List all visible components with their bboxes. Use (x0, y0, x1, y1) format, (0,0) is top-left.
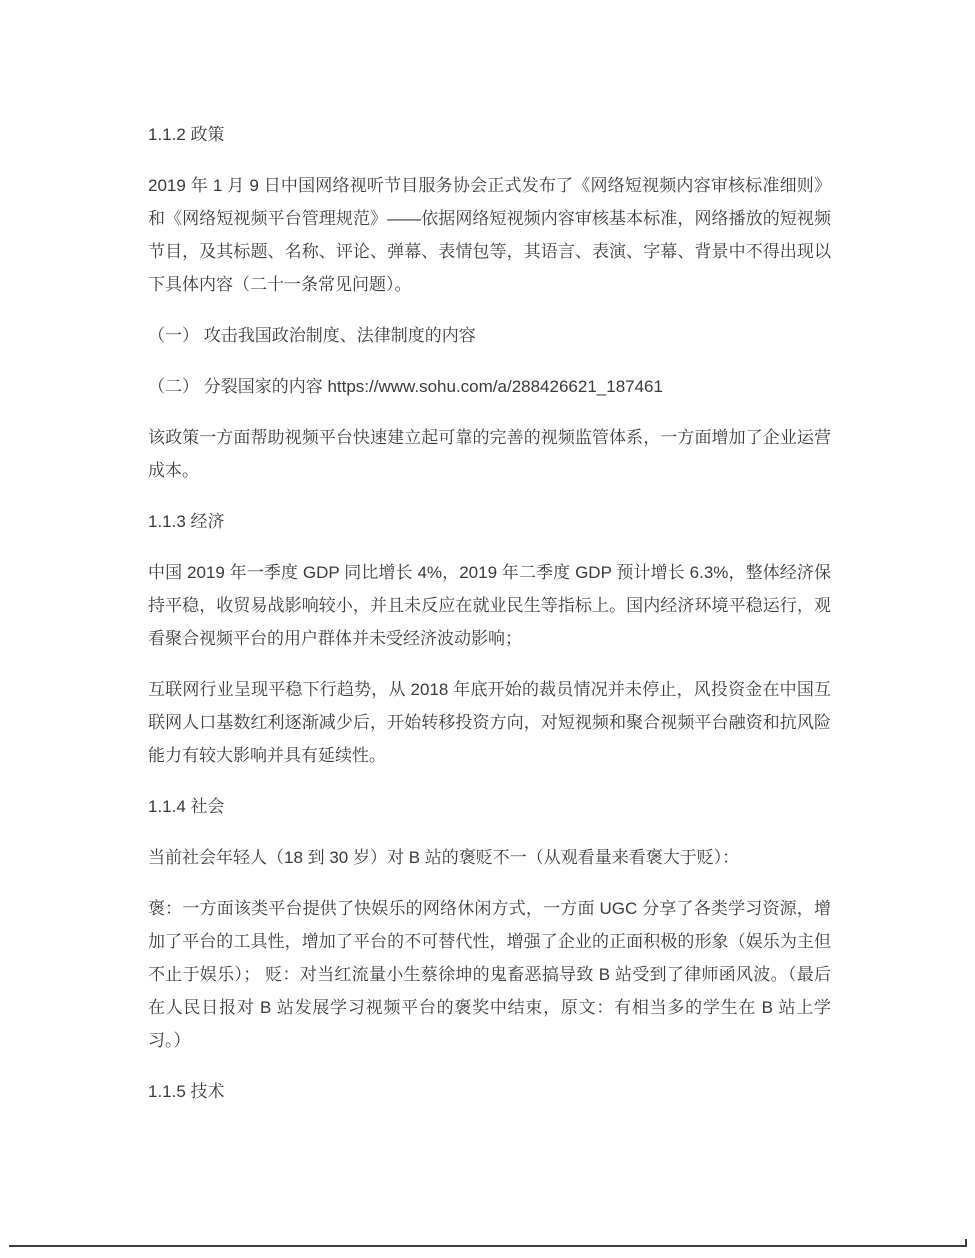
section-heading-society: 1.1.4 社会 (148, 797, 225, 816)
paragraph-policy-announcement: 2019 年 1 月 9 日中国网络视听节目服务协会正式发布了《网络短视频内容审核标准细则》和《网络短视频平台管理规范》——依据网络短视频内容审核基本标准，网络播放的短视频节目，及其标题、名称、评论、弹幕、表情包等，其语言、表演、字幕、背景中不得出现以下具体内容（二十一条常见问题）。 (148, 176, 831, 294)
paragraph-gdp-growth: 中国 2019 年一季度 GDP 同比增长 4%，2019 年二季度 GDP 预计增长 6.3%，整体经济保持平稳，收贸易战影响较小，并且未反应在就业民生等指标上。国内经济环境平稳运行，观看聚合视频平台的用户群体并未受经济波动影响； (148, 563, 831, 648)
section-heading-policy: 1.1.2 政策 (148, 125, 225, 144)
sohu-article-link[interactable]: https://www.sohu.com/a/288426621_187461 (327, 377, 663, 396)
document-body (148, 118, 831, 1126)
table-top-border (9, 1245, 967, 1247)
list-item-two (148, 370, 831, 403)
paragraph-praise-criticism: 褒：一方面该类平台提供了快娱乐的网络休闲方式，一方面 UGC 分享了各类学习资源，增加了平台的工具性，增加了平台的不可替代性，增强了企业的正面积极的形象（娱乐为主但不止于娱乐）； 贬：对当红流量小生蔡徐坤的鬼畜恶搞导致 B 站受到了律师函风波。（最后在人民日报对 B 站发展学习视频平台的褒奖中结束，原文：有相当多的学生在 B 站上学习。） (148, 899, 831, 1050)
paragraph-policy-impact: 该政策一方面帮助视频平台快速建立起可靠的完善的视频监管体系，一方面增加了企业运营成本。 (148, 428, 831, 480)
paragraph-youth-opinion: 当前社会年轻人（18 到 30 岁）对 B 站的褒贬不一（从观看量来看褒大于贬）： (148, 848, 740, 867)
table-border-corner-tick (965, 1239, 967, 1247)
list-item-two-text: （二） 分裂国家的内容 (148, 377, 328, 396)
list-item-one: （一） 攻击我国政治制度、法律制度的内容 (148, 326, 476, 345)
section-heading-technology: 1.1.5 技术 (148, 1082, 225, 1101)
paragraph-internet-industry: 互联网行业呈现平稳下行趋势，从 2018 年底开始的裁员情况并未停止，风投资金在中国互联网人口基数红利逐渐减少后，开始转移投资方向，对短视频和聚合视频平台融资和抗风险能力有较大影响并具有延续性。 (148, 680, 831, 765)
section-heading-economy: 1.1.3 经济 (148, 512, 225, 531)
